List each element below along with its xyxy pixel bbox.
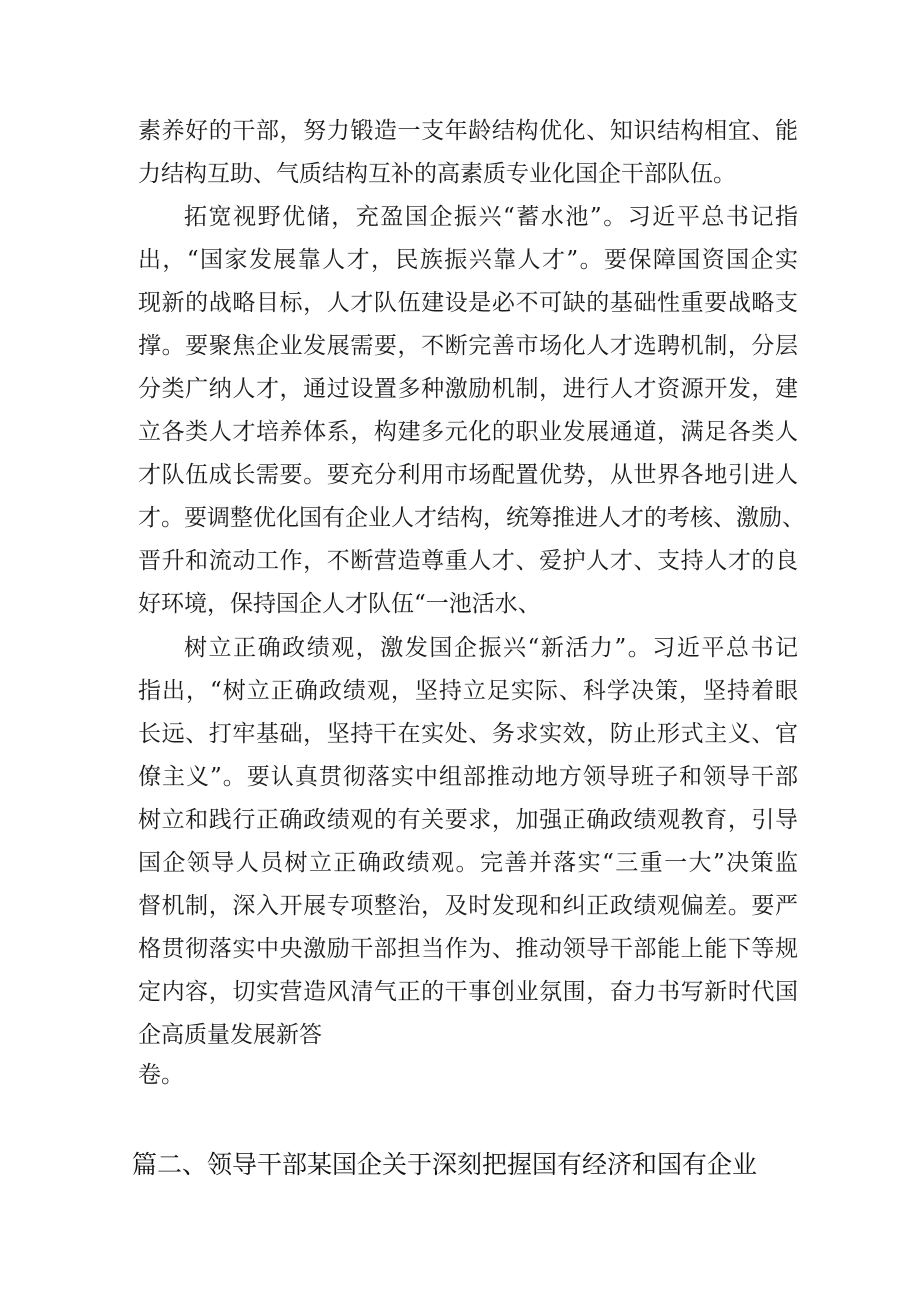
body-text-line: 力结构互助、气质结构互补的高素质专业化国企干部队伍。: [138, 161, 736, 187]
body-text-line: 立各类人才培养体系，构建多元化的职业发展通道，满足各类人: [138, 419, 798, 445]
body-text-line: 好环境，保持国企人才队伍“一池活水、: [138, 591, 541, 617]
body-text-line: 卷。: [138, 1062, 184, 1088]
body-text-line: 出，“国家发展靠人才，民族振兴靠人才”。要保障国资国企实: [138, 247, 798, 273]
body-text-line: 僚主义”。要认真贯彻落实中组部推动地方领导班子和领导干部: [138, 764, 798, 790]
body-text-line: 素养好的干部，努力锻造一支年龄结构优化、知识结构相宜、能: [138, 118, 798, 144]
body-text-line: 才队伍成长需要。要充分利用市场配置优势，从世界各地引进人: [138, 462, 798, 488]
body-text-line: 树立和践行正确政绩观的有关要求，加强正确政绩观教育，引导: [138, 807, 798, 833]
body-text-line: 企高质量发展新答: [138, 1022, 322, 1048]
body-text-line: 国企领导人员树立正确政绩观。完善并落实“三重一大”决策监: [138, 850, 798, 876]
body-text-line: 督机制，深入开展专项整治，及时发现和纠正政绩观偏差。要严: [138, 893, 798, 919]
body-text-line: 格贯彻落实中央激励干部担当作为、推动领导干部能上能下等规: [138, 936, 798, 962]
body-text-line: 现新的战略目标，人才队伍建设是必不可缺的基础性重要战略支: [138, 290, 798, 316]
body-text-line: 晋升和流动工作，不断营造尊重人才、爱护人才、支持人才的良: [138, 548, 798, 574]
body-text-line: 树立正确政绩观，激发国企振兴“新活力”。习近平总书记: [184, 635, 798, 661]
body-text-line: 定内容，切实营造风清气正的干事创业氛围，奋力书写新时代国: [138, 979, 798, 1005]
body-text-line: 分类广纳人才，通过设置多种激励机制，进行人才资源开发，建: [138, 376, 798, 402]
body-text-line: 才。要调整优化国有企业人才结构，统筹推进人才的考核、激励、: [138, 505, 805, 531]
body-text-line: 拓宽视野优储，充盈国企振兴“蓄水池”。习近平总书记指: [184, 204, 798, 230]
body-text-line: 指出，“树立正确政绩观，坚持立足实际、科学决策，坚持着眼: [138, 678, 798, 704]
body-text-line: 长远、打牢基础，坚持干在实处、务求实效，防止形式主义、官: [138, 721, 798, 747]
section-heading: 篇二、领导干部某国企关于深刻把握国有经济和国有企业: [132, 1150, 758, 1179]
body-text-line: 撑。要聚焦企业发展需要，不断完善市场化人才选聘机制，分层: [138, 333, 798, 359]
